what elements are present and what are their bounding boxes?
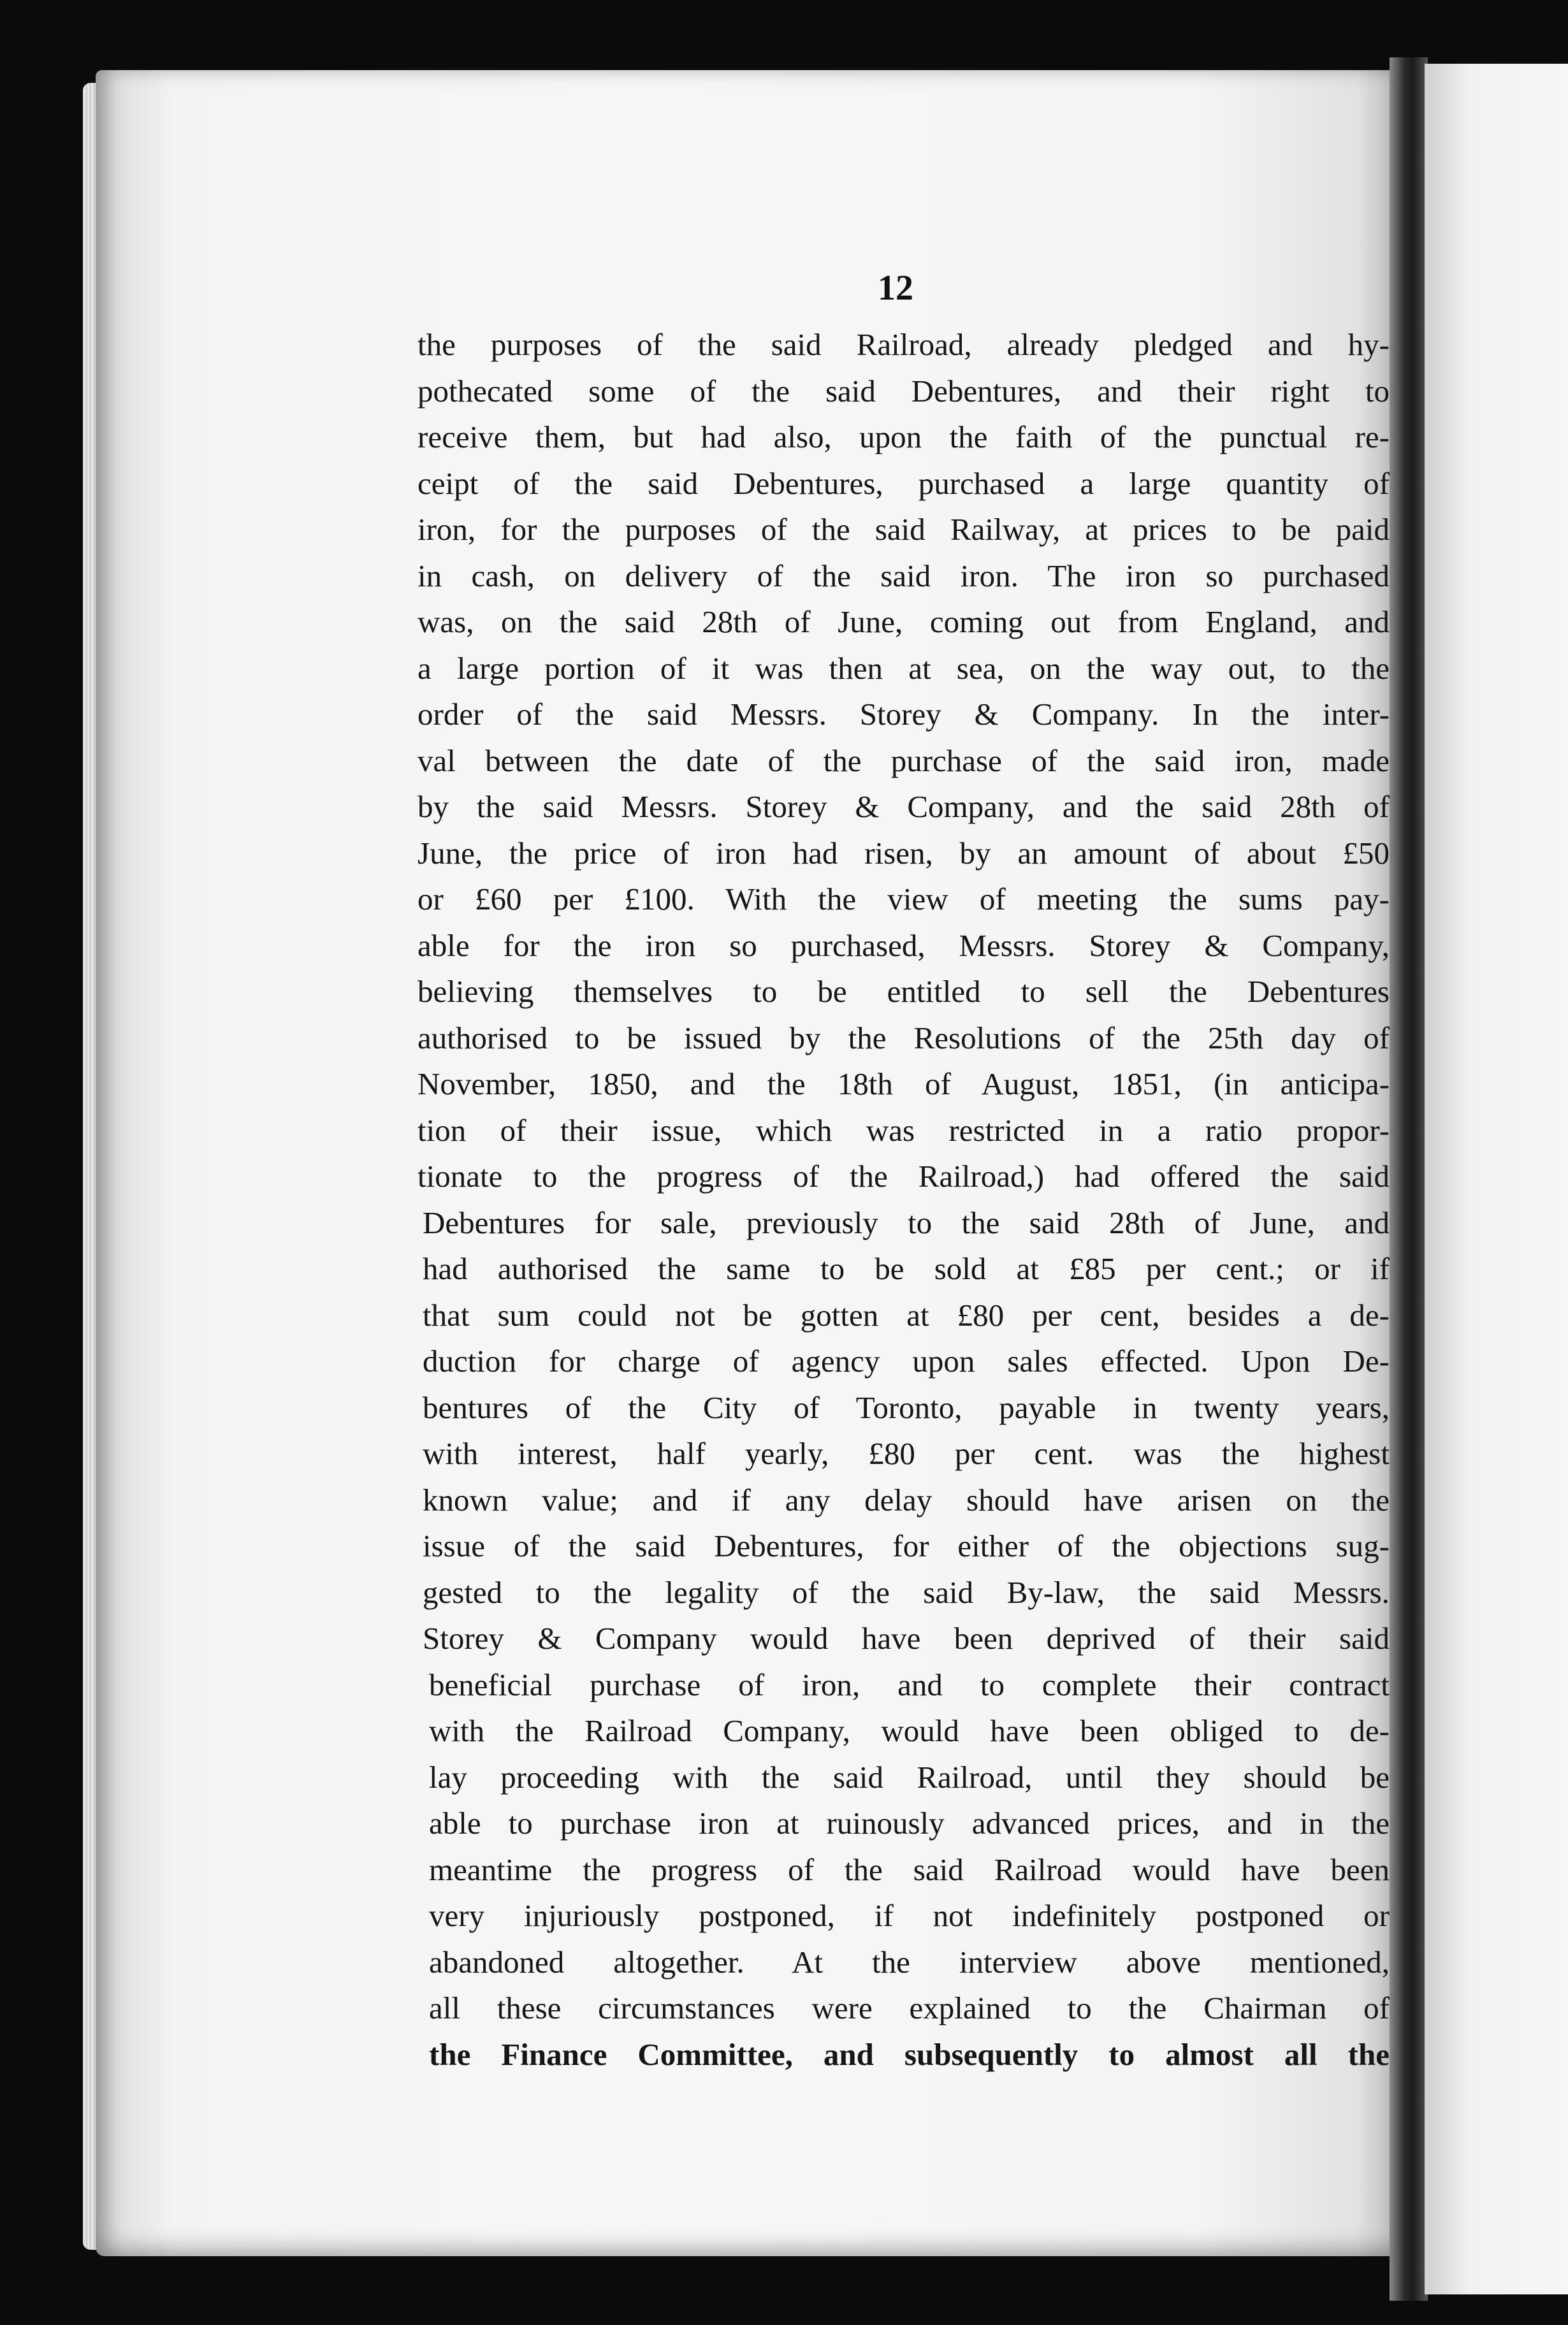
text-line: the Finance Committee, and subsequently to almost all the (429, 2036, 1390, 2072)
body-text (417, 322, 1390, 2078)
text-line: the purposes of the said Railroad, already pledged and hy- (417, 327, 1390, 362)
text-line: beneficial purchase of iron, and to complete their contract (429, 1667, 1390, 1702)
text-line: pothecated some of the said Debentures, and their right to (417, 373, 1390, 409)
text-line: with the Railroad Company, would have been obliged to de- (429, 1713, 1390, 1748)
text-line: abandoned altogether. At the interview above mentioned, (429, 1944, 1390, 1980)
text-line: in cash, on delivery of the said iron. The iron so purchased (417, 558, 1390, 593)
text-line: ceipt of the said Debentures, purchased a large quantity of (417, 465, 1390, 501)
text-line: believing themselves to be entitled to sell the Debentures (417, 974, 1390, 1009)
text-line: receive them, but had also, upon the faith of the punctual re- (417, 419, 1390, 454)
text-line: or £60 per £100. With the view of meeting the sums pay- (417, 881, 1390, 916)
right-page-fragment (1425, 64, 1568, 2294)
text-line: able for the iron so purchased, Messrs. Storey & Company, (417, 927, 1390, 963)
text-line: all these circumstances were explained to the Chairman of (429, 1990, 1390, 2025)
text-line: Storey & Company would have been deprived of their said (423, 1621, 1390, 1656)
text-line: able to purchase iron at ruinously advanced prices, and in the (429, 1806, 1390, 1841)
text-line: val between the date of the purchase of the said iron, made (417, 742, 1390, 778)
page-number: 12 (878, 268, 913, 308)
text-line: gested to the legality of the said By-law, the said Messrs. (423, 1574, 1390, 1610)
text-line: very injuriously postponed, if not indefinitely postponed or (429, 1898, 1390, 1933)
text-line: a large portion of it was then at sea, on the way out, to the (417, 650, 1390, 686)
text-line: tion of their issue, which was restricted in a ratio propor- (417, 1112, 1390, 1148)
text-line: iron, for the purposes of the said Railway, at prices to be paid (417, 512, 1390, 547)
text-line: lay proceeding with the said Railroad, until they should be (429, 1759, 1390, 1795)
text-line: order of the said Messrs. Storey & Company. In the inter- (417, 697, 1390, 732)
text-line: November, 1850, and the 18th of August, 1851, (in anticipa- (417, 1066, 1390, 1101)
text-line: bentures of the City of Toronto, payable in twenty years, (423, 1389, 1390, 1425)
text-line: authorised to be issued by the Resolutions of the 25th day of (417, 1020, 1390, 1055)
text-line: June, the price of iron had risen, by an amount of about £50 (417, 835, 1390, 871)
text-line: was, on the said 28th of June, coming out from England, and (417, 604, 1390, 639)
text-line: by the said Messrs. Storey & Company, and the said 28th of (417, 789, 1390, 824)
text-line: Debentures for sale, previously to the said 28th of June, and (423, 1205, 1390, 1240)
text-line: duction for charge of agency upon sales effected. Upon De- (423, 1344, 1390, 1379)
text-line: issue of the said Debentures, for either of the objections sug- (423, 1528, 1390, 1563)
text-line: had authorised the same to be sold at £85 per cent.; or if (423, 1251, 1390, 1286)
text-line: meantime the progress of the said Railroad would have been (429, 1851, 1390, 1887)
text-line: tionate to the progress of the Railroad,) had offered the said (417, 1159, 1390, 1194)
text-line: with interest, half yearly, £80 per cent. was the highest (423, 1436, 1390, 1471)
text-line: known value; and if any delay should have arisen on the (423, 1482, 1390, 1517)
text-line: that sum could not be gotten at £80 per cent, besides a de- (423, 1297, 1390, 1333)
book-gutter (1390, 57, 1428, 2301)
